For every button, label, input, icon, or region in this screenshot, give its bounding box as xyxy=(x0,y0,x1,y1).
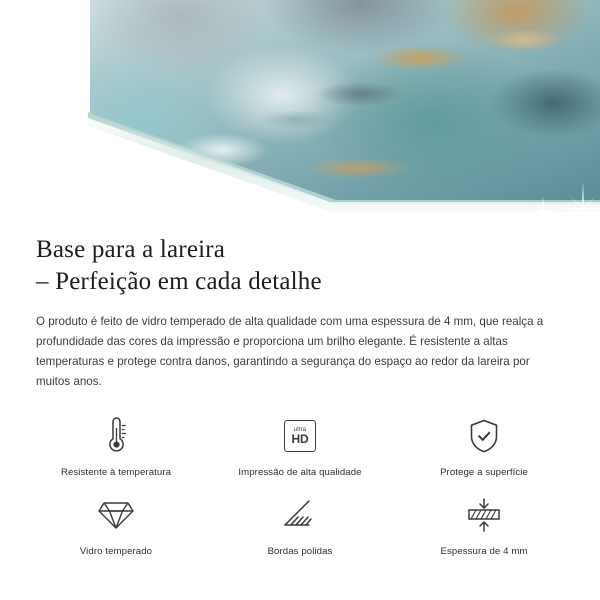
ultra-hd-badge-bottom: HD xyxy=(291,432,309,446)
thermometer-icon xyxy=(99,414,133,458)
abstract-marble-artwork xyxy=(0,0,600,204)
feature-item-temperature-resistant xyxy=(24,414,208,479)
feature-item-surface-protection xyxy=(392,414,576,479)
feature-label: Resistente à temperatura xyxy=(60,467,172,478)
polished-edges-icon xyxy=(281,493,319,537)
ultra-hd-badge-top: ultra xyxy=(293,427,307,433)
text-content xyxy=(0,220,600,392)
feature-item-print-quality xyxy=(208,414,392,479)
feature-grid xyxy=(0,414,600,558)
ultra-hd-icon xyxy=(284,414,316,458)
product-description-text: O produto é feito de vidro temperado de alta qualidade com uma espessura de 4 mm, que realça a profundidade das cores da impressão e proporciona um brilho elegante. É resistente a altas temperaturas e protege contra danos, garantindo a segurança do espaço ao redor da lareira por muitos anos. xyxy=(36,315,544,388)
feature-label: Protege a superfície xyxy=(440,467,528,478)
shield-check-icon xyxy=(466,414,502,458)
diamond-icon xyxy=(97,493,135,537)
thickness-icon xyxy=(464,493,504,537)
headline-line-2: – Perfeição em cada detalhe xyxy=(36,268,322,295)
feature-label: Vidro temperado xyxy=(79,546,153,557)
hero-product-image xyxy=(0,0,600,220)
page-title xyxy=(36,234,564,298)
feature-label: Espessura de 4 mm xyxy=(440,546,528,557)
feature-label: Bordas polidas xyxy=(267,546,333,557)
feature-label: Impressão de alta qualidade xyxy=(238,467,362,478)
feature-item-polished-edges xyxy=(208,493,392,558)
feature-item-thickness xyxy=(392,493,576,558)
feature-item-tempered-glass xyxy=(24,493,208,558)
headline-line-1: Base para a lareira xyxy=(36,236,226,263)
